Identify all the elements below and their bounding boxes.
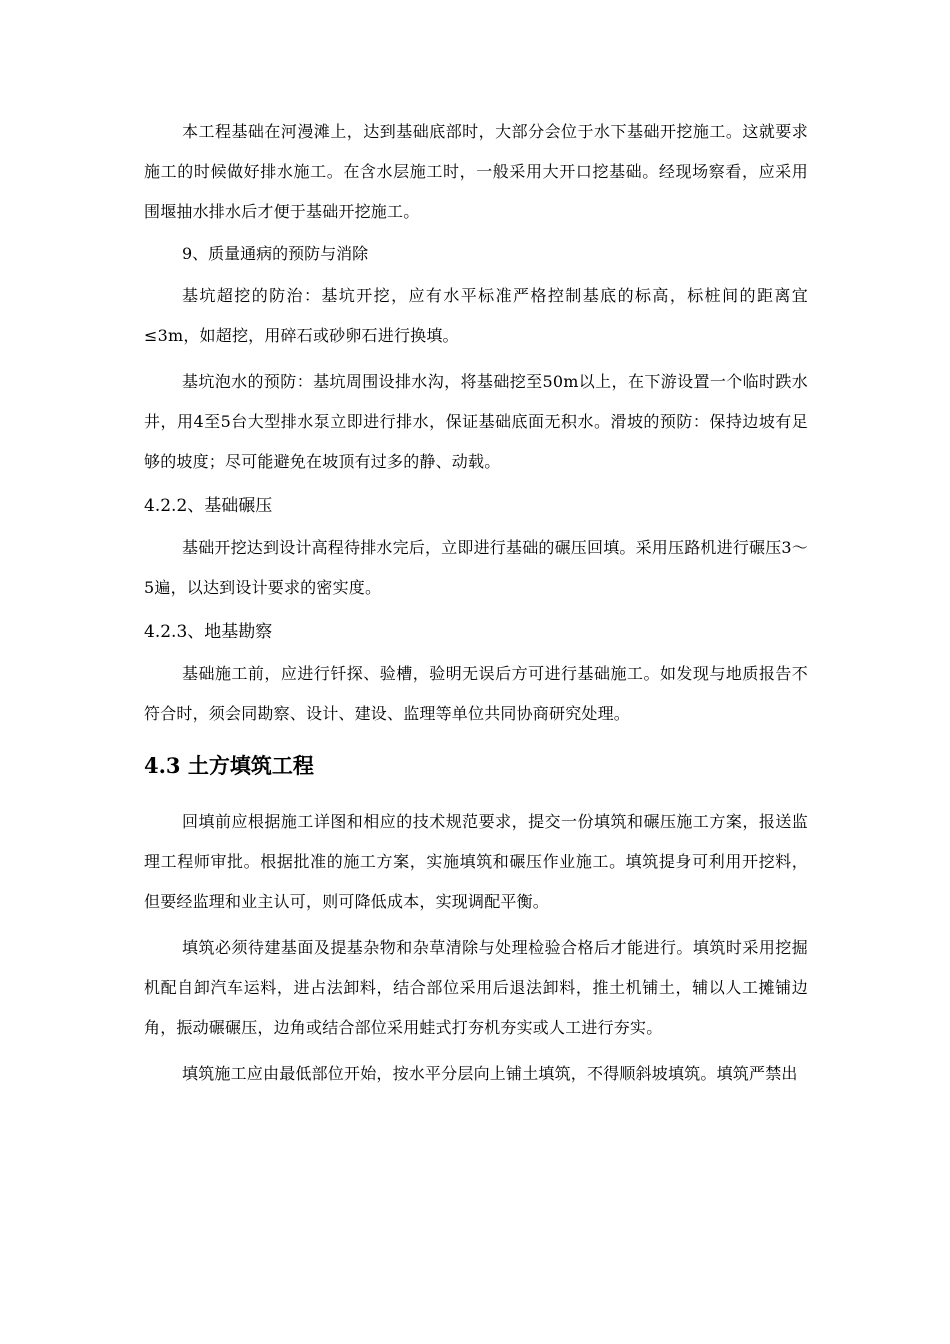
- paragraph-backfill-plan: 回填前应根据施工详图和相应的技术规范要求，提交一份填筑和碾压施工方案，报送监理工程师审批。根据批准的施工方案，实施填筑和碾压作业施工。填筑提身可利用开挖料，但要经监理和业主认可，则可降低成本，实现调配平衡。: [144, 812, 808, 911]
- paragraph-foundation-location: 本工程基础在河漫滩上，达到基础底部时，大部分会位于水下基础开挖施工。这就要求施工的时候做好排水施工。在含水层施工时，一般采用大开口挖基础。经现场察看，应采用围堰抽水排水后才便于基础开挖施工。: [144, 122, 808, 221]
- list-item-quality-defects: 9、质量通病的预防与消除: [182, 244, 369, 263]
- paragraph-overexcavation: 基坑超挖的防治：基坑开挖，应有水平标准严格控制基底的标高，标桩间的距离宜≤3m，如超挖，用碎石或砂卵石进行换填。: [144, 286, 808, 345]
- paragraph-survey: 基础施工前，应进行钎探、验槽，验明无误后方可进行基础施工。如发现与地质报告不符合时，须会同勘察、设计、建设、监理等单位共同协商研究处理。: [144, 664, 808, 723]
- paragraph-compaction: 基础开挖达到设计高程待排水完后，立即进行基础的碾压回填。采用压路机进行碾压3～5遍，以达到设计要求的密实度。: [144, 538, 808, 597]
- paragraph-fill-method: 填筑必须待建基面及提基杂物和杂草清除与处理检验合格后才能进行。填筑时采用挖掘机配自卸汽车运料，进占法卸料，结合部位采用后退法卸料，推土机铺土，辅以人工摊铺边角，振动碾碾压，边角或结合部位采用蛙式打夯机夯实或人工进行夯实。: [144, 938, 808, 1037]
- heading-earth-fill: 4.3 土方填筑工程: [144, 753, 314, 778]
- paragraph-pit-flooding: 基坑泡水的预防：基坑周围设排水沟，将基础挖至50m以上，在下游设置一个临时跌水井，用4至5台大型排水泵立即进行排水，保证基础底面无积水。滑坡的预防：保持边坡有足够的坡度；尽可能避免在坡顶有过多的静、动载。: [144, 372, 808, 471]
- heading-foundation-survey: 4.2.3、地基勘察: [144, 622, 273, 642]
- document-page: [144, 112, 808, 1094]
- paragraph-fill-sequence: 填筑施工应由最低部位开始，按水平分层向上铺土填筑，不得顺斜坡填筑。填筑严禁出: [182, 1064, 798, 1083]
- heading-foundation-compaction: 4.2.2、基础碾压: [144, 496, 273, 516]
